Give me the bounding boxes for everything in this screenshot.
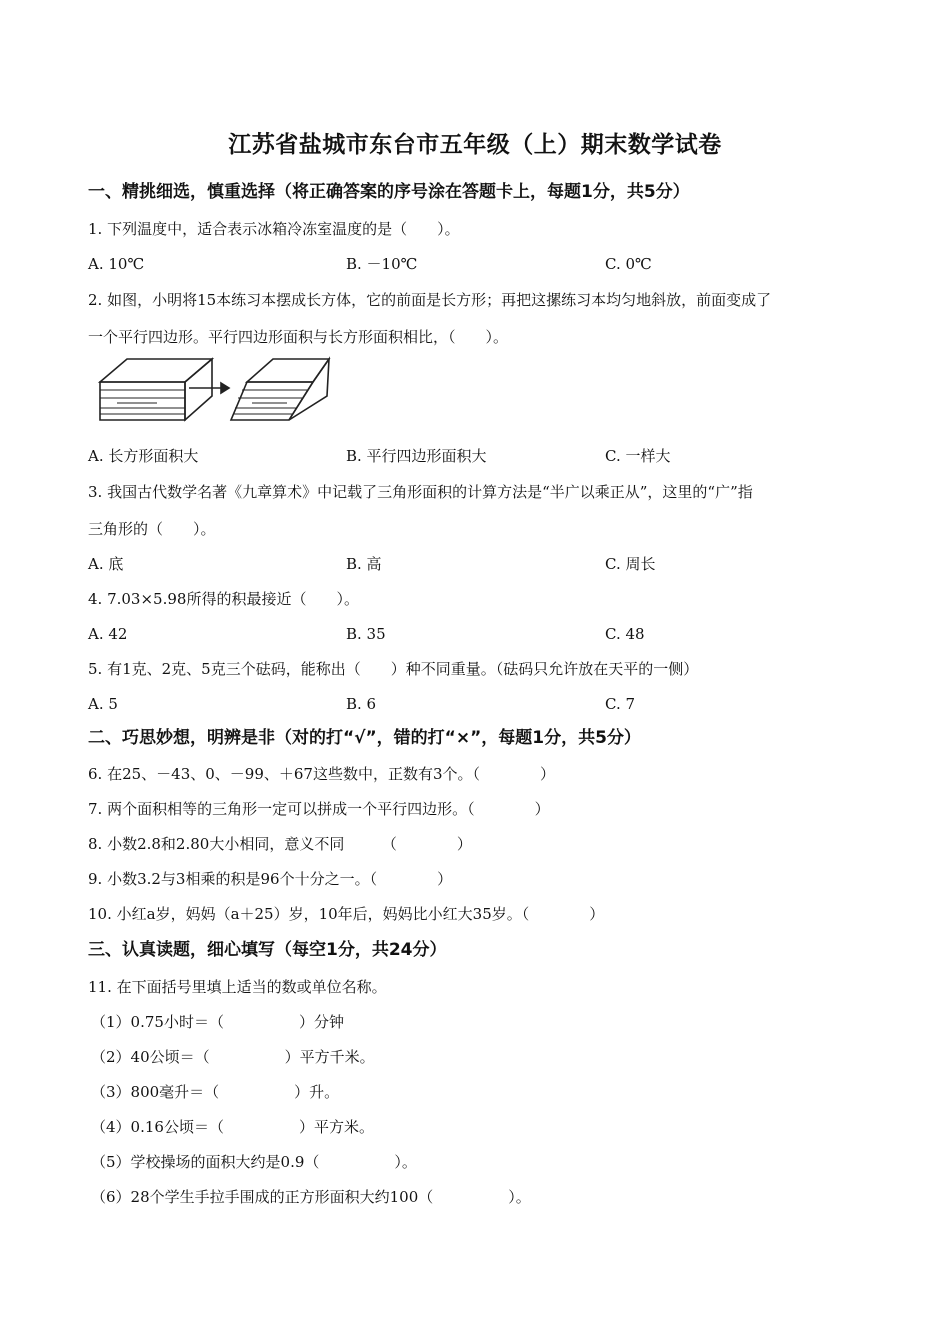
section-2-heading: 二、巧思妙想，明辨是非（对的打“√”，错的打“×”，每题1分，共5分） [88, 728, 641, 748]
q2-option-c: C. 一样大 [605, 447, 671, 465]
q3-option-c: C. 周长 [605, 555, 656, 573]
q4-option-c: C. 48 [605, 625, 645, 643]
q2-option-a: A. 长方形面积大 [88, 447, 199, 465]
question-3-stem-line2: 三角形的（ ）。 [88, 520, 216, 538]
question-3-stem-line1: 3. 我国古代数学名著《九章算术》中记载了三角形面积的计算方法是“半广以乘正从”，这里的“广”指 [88, 483, 753, 501]
question-9: 9. 小数3.2与3相乘的积是96个十分之一。（ ） [88, 870, 453, 888]
question-1-stem: 1. 下列温度中，适合表示冰箱冷冻室温度的是（ ）。 [88, 220, 460, 238]
question-6: 6. 在25、－43、0、－99、＋67这些数中，正数有3个。（ ） [88, 765, 556, 783]
q11-sub-5: （5）学校操场的面积大约是0.9（ ）。 [91, 1153, 417, 1171]
q1-option-a: A. 10℃ [88, 255, 145, 273]
question-5-stem: 5. 有1克、2克、5克三个砝码，能称出（ ）种不同重量。（砝码只允许放在天平的一侧） [88, 660, 699, 678]
q3-option-b: B. 高 [346, 555, 382, 573]
q4-option-a: A. 42 [88, 625, 128, 643]
q3-option-a: A. 底 [88, 555, 124, 573]
slanted-stack [231, 359, 329, 420]
question-8: 8. 小数2.8和2.80大小相同，意义不同 （ ） [88, 835, 472, 853]
cuboid-stack [100, 359, 212, 420]
exam-title: 江苏省盐城市东台市五年级（上）期末数学试卷 [228, 132, 722, 158]
section-1-heading: 一、精挑细选，慎重选择（将正确答案的序号涂在答题卡上，每题1分，共5分） [88, 182, 690, 202]
q11-sub-1: （1）0.75小时＝（ ）分钟 [91, 1013, 344, 1031]
q11-sub-3: （3）800毫升＝（ ）升。 [91, 1083, 340, 1101]
q2-option-b: B. 平行四边形面积大 [346, 447, 487, 465]
question-10: 10. 小红a岁，妈妈（a＋25）岁，10年后，妈妈比小红大35岁。（ ） [88, 905, 605, 923]
q5-option-c: C. 7 [605, 695, 636, 713]
q4-option-b: B. 35 [346, 625, 386, 643]
question-7: 7. 两个面积相等的三角形一定可以拼成一个平行四边形。（ ） [88, 800, 550, 818]
question-2-stem-line1: 2. 如图，小明将15本练习本摆成长方体，它的前面是长方形；再把这摞练习本均匀地斜放，前面变成了 [88, 291, 772, 309]
question-2-stem-line2: 一个平行四边形。平行四边形面积与长方形面积相比，（ ）。 [88, 328, 509, 346]
q11-sub-4: （4）0.16公顷＝（ ）平方米。 [91, 1118, 374, 1136]
q1-option-b: B. －10℃ [346, 255, 418, 273]
notebook-stack-figure [97, 356, 337, 426]
section-3-heading: 三、认真读题，细心填写（每空1分，共24分） [88, 940, 447, 960]
q5-option-b: B. 6 [346, 695, 377, 713]
question-11-stem: 11. 在下面括号里填上适当的数或单位名称。 [88, 978, 387, 996]
arrow-icon [189, 383, 229, 393]
q1-option-c: C. 0℃ [605, 255, 652, 273]
question-4-stem: 4. 7.03×5.98所得的积最接近（ ）。 [88, 590, 359, 608]
q11-sub-2: （2）40公顷＝（ ）平方千米。 [91, 1048, 375, 1066]
q11-sub-6: （6）28个学生手拉手围成的正方形面积大约100（ ）。 [91, 1188, 531, 1206]
q5-option-a: A. 5 [88, 695, 118, 713]
